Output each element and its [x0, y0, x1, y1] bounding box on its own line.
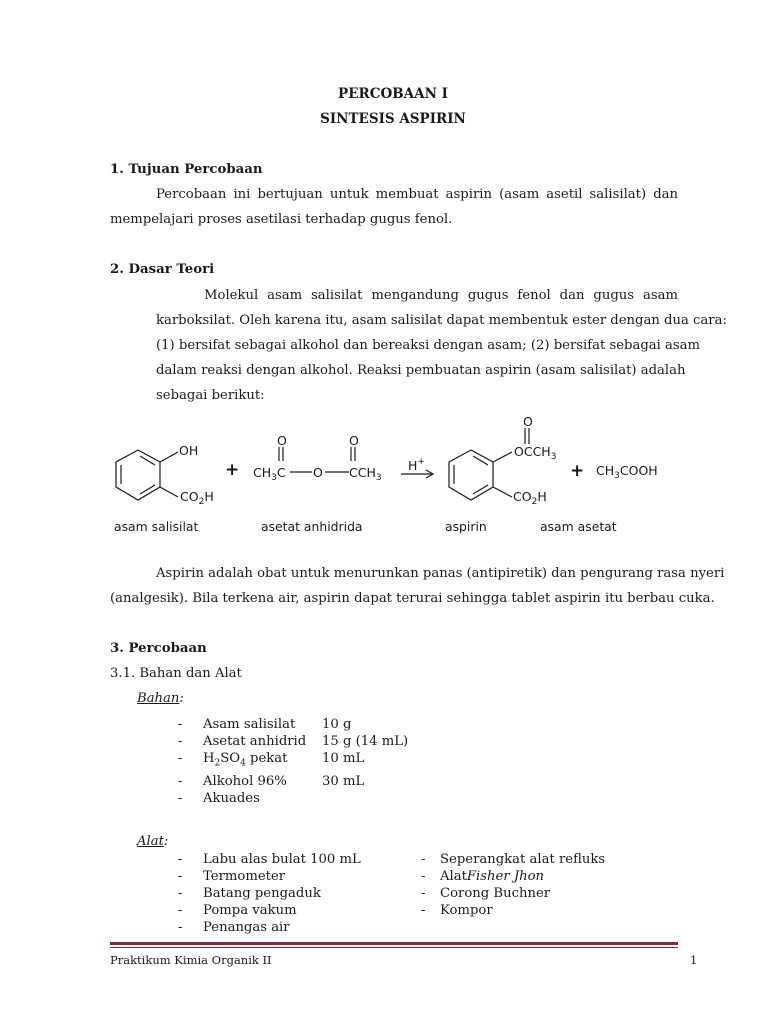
page-subtitle: SINTESIS ASPIRIN — [320, 111, 466, 127]
salicylic-co2h-bond — [160, 487, 178, 497]
anhydride-ch3c: $CH_3C$ — [253, 465, 286, 483]
footer-rule-thick — [110, 942, 678, 945]
aspirin-text-line-1: Aspirin adalah obat untuk menurunkan panas (antipiretik) dan pengurang rasa nyeri — [156, 566, 725, 581]
label-asam-salisilat: asam salisilat — [114, 519, 199, 534]
co2h-label-aspirin: $CO_2H$ — [513, 489, 547, 507]
list-item: - Akuades — [178, 790, 260, 806]
anhydride-o-2: O — [349, 433, 359, 448]
section-heading-percobaan: 3. Percobaan — [110, 641, 207, 656]
anhydride-o-1: O — [277, 433, 287, 448]
list-item: - Pompa vakum — [178, 903, 297, 918]
aspirin-text-line-2: (analgesik). Bila terkena air, aspirin dapat terurai sehingga tablet aspirin itu berbau cuka. — [110, 591, 715, 606]
teori-text-line-4: dalam reaksi dengan alkohol. Reaksi pembuatan aspirin (asam salisilat) adalah — [156, 363, 686, 378]
list-item: - Alat Fisher Jhon — [421, 869, 545, 884]
plus-sign-1: + — [225, 460, 240, 480]
teori-text-line-1: Molekul asam salisilat mengandung gugus fenol dan gugus asam — [204, 288, 678, 303]
oh-label: OH — [179, 443, 199, 458]
section-heading-tujuan: 1. Tujuan Percobaan — [110, 162, 263, 177]
list-item: - Seperangkat alat refluks — [421, 852, 606, 867]
list-item: - Corong Buchner — [421, 886, 551, 901]
list-item: - Penangas air — [178, 920, 290, 935]
list-item: - Kompor — [421, 903, 493, 918]
tujuan-text-line-2: mempelajari proses asetilasi terhadap gugus fenol. — [110, 212, 453, 227]
co2h-label-salicylic: $CO_2H$ — [180, 489, 214, 507]
bahan-list — [178, 716, 408, 807]
alat-list-left — [178, 851, 361, 936]
salicylic-oh-bond — [160, 452, 178, 462]
teori-text-line-5: sebagai berikut: — [156, 388, 265, 403]
anhydride-cch3: $CCH_3$ — [349, 465, 382, 483]
list-item: - Labu alas bulat 100 mL — [178, 852, 361, 867]
bahan-label: Bahan: — [137, 691, 184, 706]
section-heading-dasar-teori: 2. Dasar Teori — [110, 262, 215, 277]
salicylic-benzene-ring — [116, 450, 160, 500]
list-item: - $H_2SO_4$ pekat 10 mL — [178, 751, 365, 769]
footer-course-title: Praktikum Kimia Organik II — [110, 953, 272, 967]
list-item: - Termometer — [178, 869, 286, 884]
label-asetat-anhidrida: asetat anhidrida — [261, 519, 363, 534]
aspirin-occh3: $OCCH_3$ — [514, 444, 557, 462]
page-title: PERCOBAAN I — [338, 86, 448, 102]
tujuan-text-line-1: Percobaan ini bertujuan untuk membuat aspirin (asam asetil salisilat) dan — [156, 187, 678, 202]
aspirin-benzene-ring — [449, 450, 493, 500]
list-item: - Batang pengaduk — [178, 886, 321, 901]
plus-sign-2: + — [570, 461, 585, 481]
footer-page-number: 1 — [690, 953, 698, 967]
list-item: - Asam salisilat 10 g — [178, 717, 352, 732]
subheading-bahan-dan-alat: 3.1. Bahan dan Alat — [110, 666, 242, 681]
catalyst-h-plus: H+ — [408, 457, 425, 473]
anhydride-bridge-o: O — [313, 465, 323, 480]
list-item: - Asetat anhidrid 15 g (14 mL) — [178, 734, 409, 749]
label-aspirin: aspirin — [445, 519, 487, 534]
footer-rule-thin — [110, 947, 678, 948]
alat-label: Alat: — [137, 834, 169, 849]
aspirin-carbonyl-o: O — [523, 414, 533, 429]
acetic-acid-formula: $CH_3COOH$ — [596, 463, 658, 481]
label-asam-asetat: asam asetat — [540, 519, 617, 534]
teori-text-line-3: (1) bersifat sebagai alkohol dan bereaksi dengan asam; (2) bersifat sebagai asam — [156, 338, 701, 353]
teori-text-line-2: karboksilat. Oleh karena itu, asam salisilat dapat membentuk ester dengan dua cara: — [156, 313, 727, 328]
alat-list-right — [421, 851, 605, 919]
list-item: - Alkohol 96% 30 mL — [178, 773, 365, 789]
